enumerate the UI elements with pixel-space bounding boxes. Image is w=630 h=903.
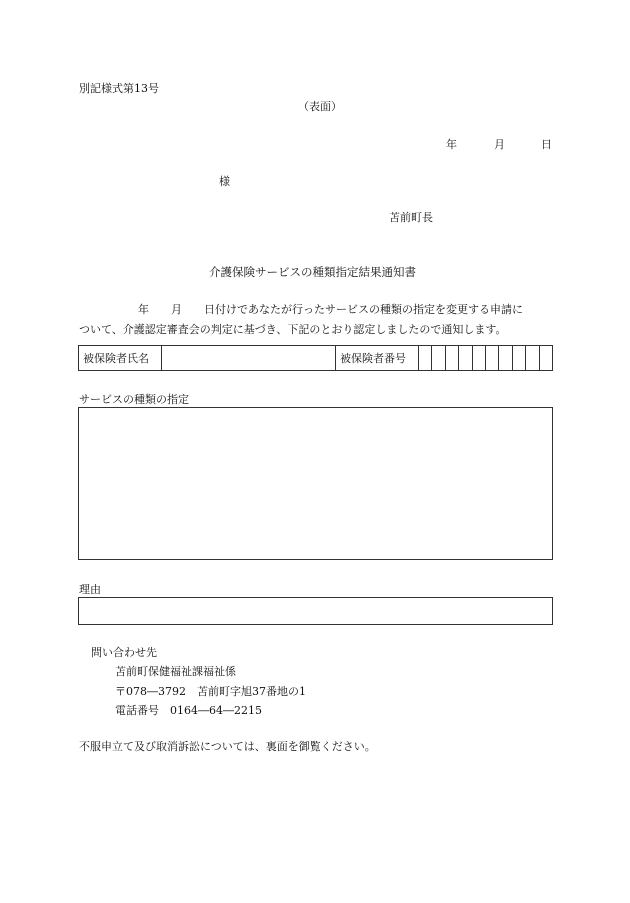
- recipient-suffix: 様: [219, 175, 230, 188]
- body-line-2: ついて、介護認定審査会の判定に基づき、下記のとおり認定しましたので通知します。: [79, 323, 507, 336]
- date-day-label: 日: [541, 138, 552, 151]
- footer-note: 不服申立て及び取消訴訟については、裏面を御覧ください。: [79, 740, 376, 753]
- service-section-label: サービスの種類の指定: [79, 393, 189, 406]
- insured-number-digit-box[interactable]: [458, 346, 471, 370]
- form-number: 別記様式第13号: [79, 82, 159, 95]
- insured-number-digit-box[interactable]: [525, 346, 538, 370]
- insured-number-digit-box[interactable]: [418, 346, 431, 370]
- body-year-label: 年: [138, 303, 149, 316]
- insured-number-digit-box[interactable]: [431, 346, 444, 370]
- side-label: （表面）: [298, 100, 342, 113]
- insured-number-digit-box[interactable]: [539, 346, 552, 370]
- body-month-label: 月: [171, 303, 182, 316]
- body-line-1-text: 日付けであなたが行ったサービスの種類の指定を変更する申請に: [204, 303, 523, 316]
- reason-box[interactable]: [78, 597, 553, 625]
- contact-department: 苫前町保健福祉課福祉係: [115, 665, 236, 678]
- insured-name-field[interactable]: [161, 346, 335, 370]
- document-title: 介護保険サービスの種類指定結果通知書: [209, 265, 416, 279]
- insured-number-digit-box[interactable]: [472, 346, 485, 370]
- contact-phone: 電話番号 0164―64―2215: [115, 704, 262, 717]
- service-type-box[interactable]: [78, 407, 553, 560]
- insured-number-digit-box[interactable]: [485, 346, 498, 370]
- insured-number-digit-box[interactable]: [445, 346, 458, 370]
- reason-label: 理由: [79, 583, 101, 596]
- contact-heading: 問い合わせ先: [91, 646, 157, 659]
- date-month-label: 月: [494, 138, 505, 151]
- contact-address: 〒078―3792 苫前町字旭37番地の1: [115, 685, 306, 698]
- issuer: 苫前町長: [389, 211, 433, 224]
- insured-number-digit-box[interactable]: [512, 346, 525, 370]
- insured-number-label: 被保険者番号: [335, 346, 418, 370]
- body-text: [79, 300, 523, 340]
- body-line-1: [79, 300, 523, 320]
- date-year-label: 年: [446, 138, 457, 151]
- insured-info-row: [78, 345, 553, 371]
- insured-name-label: 被保険者氏名: [83, 352, 149, 365]
- insured-number-digit-box[interactable]: [498, 346, 511, 370]
